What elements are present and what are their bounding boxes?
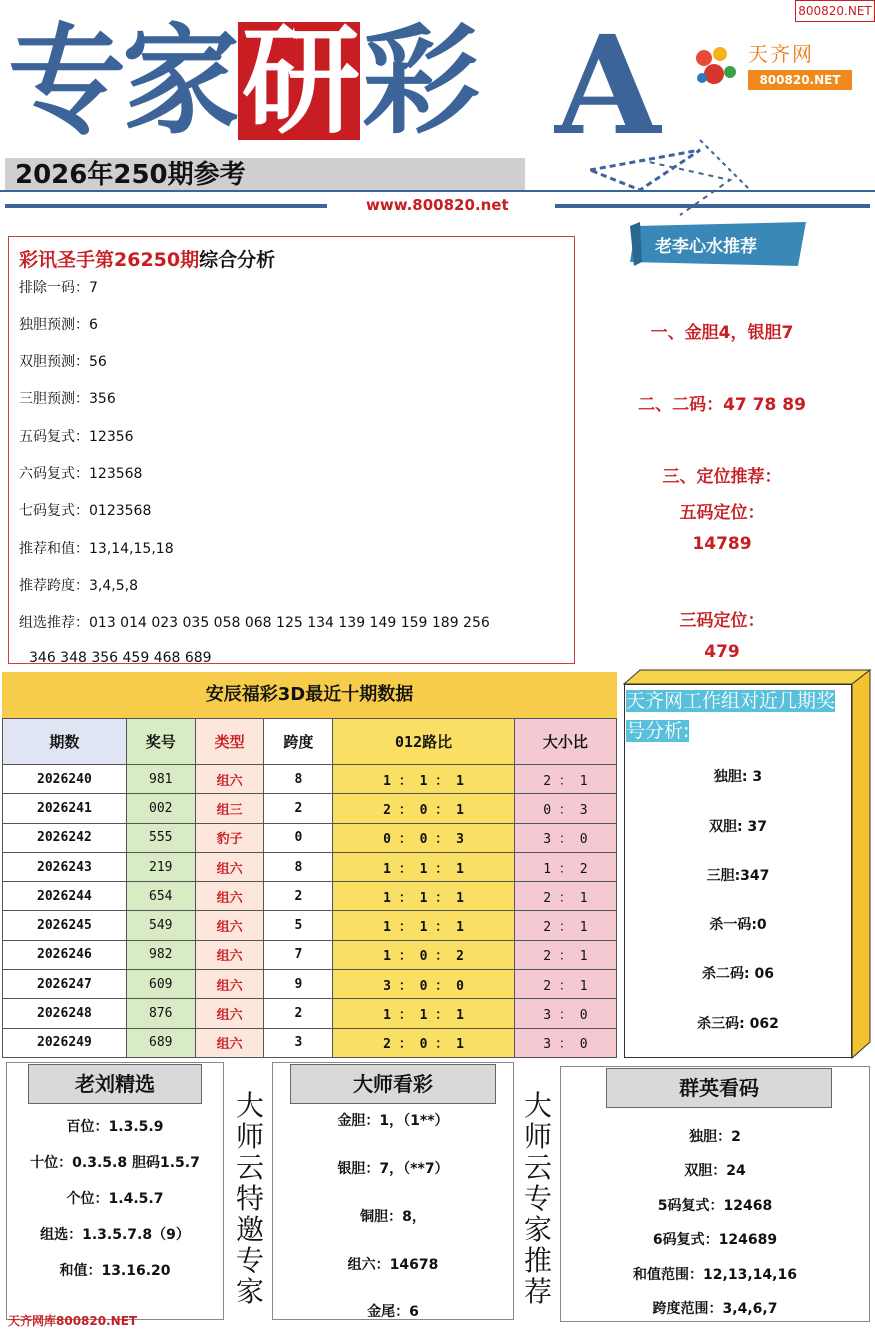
table-cell: 豹子 (195, 823, 264, 852)
pick-line: 一、金胆4，银胆7 (650, 323, 794, 343)
panel-right-row: 独胆：2 (689, 1129, 741, 1145)
table-cell: 2 ： 0 ： 1 (333, 794, 515, 823)
table-cell: 1 ： 1 ： 1 (333, 852, 515, 881)
table-cell: 654 (126, 882, 195, 911)
table-cell: 981 (126, 765, 195, 794)
vertical-label-right: 大师云专家推荐 (523, 1089, 552, 1308)
analysis-row: 六码复式：123568 (19, 466, 143, 482)
analysis-row: 双胆预测：56 (19, 354, 107, 370)
table-cell: 3 (264, 1028, 333, 1057)
table-cell: 8 (264, 852, 333, 881)
box-row: 三胆:347 (706, 868, 770, 884)
table-cell: 219 (126, 852, 195, 881)
table-cell: 9 (264, 970, 333, 999)
table-cell: 2026240 (3, 765, 127, 794)
divider (5, 204, 327, 208)
box-title-site: 天齐网 (626, 690, 684, 712)
table-cell: 2026248 (3, 999, 127, 1028)
table-cell: 876 (126, 999, 195, 1028)
history-table (2, 718, 617, 1058)
table-cell: 002 (126, 794, 195, 823)
table-row (3, 970, 617, 999)
table-cell: 2 ： 1 (514, 765, 616, 794)
table-header-row (3, 719, 617, 765)
title-part2: 彩 (362, 11, 477, 150)
col-header: 大小比 (514, 719, 616, 765)
table-cell: 组六 (195, 911, 264, 940)
panel-right-row: 6码复式：124689 (652, 1232, 778, 1248)
panel-mid-row: 银胆：7，（**7） (337, 1161, 449, 1177)
table-cell: 609 (126, 970, 195, 999)
panel-left-row: 个位：1.4.5.7 (66, 1191, 164, 1207)
table-row (3, 794, 617, 823)
table-cell: 2026249 (3, 1028, 127, 1057)
table-row (3, 852, 617, 881)
table-cell: 组六 (195, 765, 264, 794)
table-row (3, 911, 617, 940)
table-cell: 2 ： 1 (514, 882, 616, 911)
table-cell: 2 (264, 882, 333, 911)
panel-left-row: 十位：0.3.5.8 胆码1.5.7 (30, 1155, 200, 1171)
panel-mid-row: 铜胆：8， (360, 1209, 426, 1225)
pick-line: 二、二码：47 78 89 (638, 395, 806, 415)
panel-right-row: 5码复式：12468 (657, 1198, 773, 1214)
box-title (626, 686, 844, 746)
table-cell: 2026241 (3, 794, 127, 823)
table-cell: 2 ： 1 (514, 940, 616, 969)
panel-left-row: 和值：13.16.20 (59, 1263, 171, 1279)
box-row: 双胆: 37 (709, 819, 767, 835)
table-cell: 1 ： 2 (514, 852, 616, 881)
table-cell: 2 ： 1 (514, 970, 616, 999)
table-cell: 0 ： 3 (514, 794, 616, 823)
panel-left-row: 组选：1.3.5.7.8（9） (40, 1227, 190, 1243)
decorative-lines-icon (580, 130, 760, 230)
analysis-row: 排除一码：7 (19, 280, 98, 296)
panel-right-row: 双胆：24 (684, 1163, 746, 1179)
table-row (3, 765, 617, 794)
panel-mid-row: 金尾：6 (367, 1304, 419, 1320)
issue-subtitle: 2026年250期参考 (5, 158, 525, 190)
panel-mid-title: 大师看彩 (290, 1064, 496, 1104)
table-row (3, 882, 617, 911)
table-row (3, 940, 617, 969)
pick-line: 14789 (692, 534, 752, 554)
table-cell: 组六 (195, 1028, 264, 1057)
table-cell: 3 ： 0 (514, 999, 616, 1028)
title-red: 研 (238, 22, 360, 140)
analysis-title (19, 245, 275, 272)
table-cell: 2026245 (3, 911, 127, 940)
table-cell: 3 ： 0 (514, 823, 616, 852)
analysis-title-red: 彩讯圣手第26250期 (19, 249, 200, 271)
table-title: 安辰福彩3D最近十期数据 (2, 672, 617, 718)
panel-right-title: 群英看码 (606, 1068, 832, 1108)
col-header: 类型 (195, 719, 264, 765)
table-cell: 2026244 (3, 882, 127, 911)
box-row: 杀三码: 062 (697, 1016, 779, 1032)
analysis-row: 推荐和值：13,14,15,18 (19, 541, 174, 557)
panel-left-row: 百位：1.3.5.9 (66, 1119, 164, 1135)
table-cell: 7 (264, 940, 333, 969)
pick-banner: 老李心水推荐 (655, 237, 757, 257)
table-cell: 8 (264, 765, 333, 794)
table-cell: 2026243 (3, 852, 127, 881)
site-url: www.800820.net (366, 196, 509, 214)
logo-text: 天齐网 (748, 42, 814, 66)
table-cell: 组六 (195, 970, 264, 999)
table-cell: 689 (126, 1028, 195, 1057)
col-header: 期数 (3, 719, 127, 765)
table-row (3, 999, 617, 1028)
table-row (3, 1028, 617, 1057)
table-cell: 组六 (195, 999, 264, 1028)
analysis-box (8, 236, 575, 664)
table-cell: 0 ： 0 ： 3 (333, 823, 515, 852)
table-cell: 5 (264, 911, 333, 940)
logo-url: 800820.NET (748, 70, 852, 90)
col-header: 跨度 (264, 719, 333, 765)
table-cell: 0 (264, 823, 333, 852)
analysis-row: 五码复式：12356 (19, 429, 134, 445)
table-cell: 3 ： 0 ： 0 (333, 970, 515, 999)
analysis-row: 推荐跨度：3,4,5,8 (19, 578, 138, 594)
table-cell: 组六 (195, 882, 264, 911)
table-cell: 1 ： 1 ： 1 (333, 911, 515, 940)
panel-left-title: 老刘精选 (28, 1064, 202, 1104)
analysis-title-black: 综合分析 (199, 249, 276, 271)
table-cell: 3 ： 0 (514, 1028, 616, 1057)
page-title (8, 6, 476, 156)
pick-line: 三码定位： (679, 611, 765, 631)
analysis-row: 346 348 356 459 468 689 (29, 650, 212, 666)
table-cell: 2026242 (3, 823, 127, 852)
col-header: 012路比 (333, 719, 515, 765)
table-cell: 555 (126, 823, 195, 852)
panel-mid-row: 金胆：1，（1**） (337, 1113, 449, 1129)
logo-balls-icon (692, 44, 740, 90)
table-cell: 1 ： 1 ： 1 (333, 882, 515, 911)
panel-right-row: 和值范围：12,13,14,16 (633, 1267, 797, 1283)
pick-line: 五码定位： (679, 503, 765, 523)
table-cell: 组六 (195, 852, 264, 881)
table-cell: 2 (264, 794, 333, 823)
table-cell: 982 (126, 940, 195, 969)
pick-line: 479 (704, 642, 740, 662)
analysis-row: 七码复式：0123568 (19, 503, 152, 519)
table-row (3, 823, 617, 852)
vertical-label-left: 大师云特邀专家 (235, 1089, 264, 1308)
box-row: 独胆: 3 (713, 769, 763, 785)
analysis-row: 三胆预测：356 (19, 391, 116, 407)
table-cell: 2 ： 1 (514, 911, 616, 940)
box-title-desc: 工作组对近几期奖号分析: (626, 690, 836, 742)
analysis-row: 独胆预测：6 (19, 317, 98, 333)
box-row: 杀二码: 06 (702, 966, 774, 982)
pick-line: 三、定位推荐： (662, 467, 782, 487)
analysis-row: 组选推荐：013 014 023 035 058 068 125 134 139 149 159 189 256 (19, 615, 490, 631)
panel-right-row: 跨度范围：3,4,6,7 (652, 1301, 778, 1317)
table-cell: 1 ： 1 ： 1 (333, 999, 515, 1028)
table-cell: 组六 (195, 940, 264, 969)
table-cell: 1 ： 0 ： 2 (333, 940, 515, 969)
title-letter: A (555, 6, 661, 166)
table-cell: 2026246 (3, 940, 127, 969)
table-cell: 1 ： 1 ： 1 (333, 765, 515, 794)
site-tag: 800820.NET (795, 0, 875, 22)
box-row: 杀一码:0 (709, 917, 767, 933)
table-cell: 组三 (195, 794, 264, 823)
panel-mid-row: 组六：14678 (347, 1257, 439, 1273)
footer-tag: 天齐网库800820.NET (8, 1314, 138, 1328)
table-cell: 2 ： 0 ： 1 (333, 1028, 515, 1057)
title-part1: 专家 (8, 11, 237, 150)
table-cell: 2 (264, 999, 333, 1028)
table-cell: 549 (126, 911, 195, 940)
table-cell: 2026247 (3, 970, 127, 999)
col-header: 奖号 (126, 719, 195, 765)
